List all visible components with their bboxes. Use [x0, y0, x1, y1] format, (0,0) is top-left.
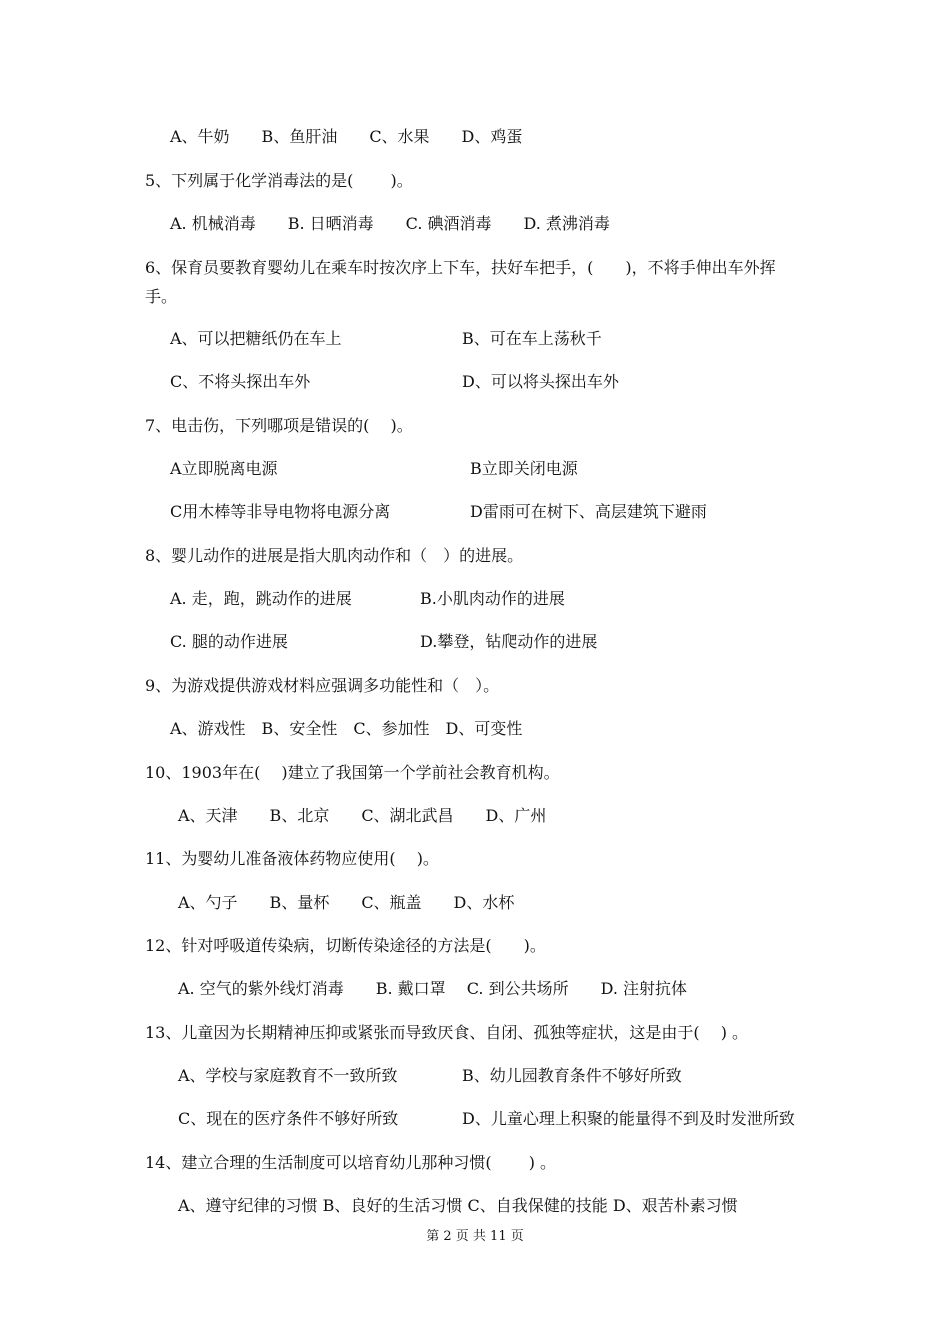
- question-8-option-d: D.攀登，钻爬动作的进展: [420, 632, 598, 651]
- question-13-option-d: D、儿童心理上积聚的能量得不到及时发泄所致: [462, 1109, 795, 1128]
- question-7-option-d: D雷雨可在树下、高层建筑下避雨: [470, 502, 707, 521]
- question-8-option-c: C. 腿的动作进展: [170, 632, 288, 651]
- question-6-line2: 手。: [145, 287, 178, 306]
- question-11-options: A、勺子 B、量杯 C、瓶盖 D、水杯: [178, 893, 515, 912]
- question-7: 7、电击伤，下列哪项是错误的( )。: [145, 416, 413, 435]
- question-8: 8、婴儿动作的进展是指大肌肉动作和（ ）的进展。: [145, 546, 524, 565]
- question-13-option-a: A、学校与家庭教育不一致所致: [178, 1066, 398, 1085]
- question-13-option-c: C、现在的医疗条件不够好所致: [178, 1109, 399, 1128]
- question-12: 12、针对呼吸道传染病，切断传染途径的方法是( )。: [145, 936, 546, 955]
- question-11: 11、为婴幼儿准备液体药物应使用( )。: [145, 849, 439, 868]
- question-12-options: A. 空气的紫外线灯消毒 B. 戴口罩 C. 到公共场所 D. 注射抗体: [178, 979, 688, 998]
- question-6-line1: 6、保育员要教育婴幼儿在乘车时按次序上下车，扶好车把手，( )，不将手伸出车外挥: [145, 258, 776, 277]
- question-8-option-a: A. 走，跑，跳动作的进展: [170, 589, 352, 608]
- question-7-option-a: A立即脱离电源: [170, 459, 278, 478]
- question-5: 5、下列属于化学消毒法的是( )。: [145, 171, 413, 190]
- question-7-option-c: C用木棒等非导电物将电源分离: [170, 502, 391, 521]
- page-footer: 第 2 页 共 11 页: [426, 1229, 524, 1244]
- question-14-options: A、遵守纪律的习惯 B、良好的生活习惯 C、自我保健的技能 D、艰苦朴素习惯: [178, 1196, 738, 1215]
- question-6-option-d: D、可以将头探出车外: [462, 372, 619, 391]
- question-7-option-b: B立即关闭电源: [470, 459, 578, 478]
- question-10: 10、1903年在( )建立了我国第一个学前社会教育机构。: [145, 763, 560, 782]
- question-6-option-c: C、不将头探出车外: [170, 372, 311, 391]
- question-10-options: A、天津 B、北京 C、湖北武昌 D、广州: [178, 806, 547, 825]
- question-6-option-a: A、可以把糖纸仍在车上: [170, 329, 342, 348]
- question-8-option-b: B.小肌肉动作的进展: [420, 589, 565, 608]
- question-13-option-b: B、幼儿园教育条件不够好所致: [462, 1066, 682, 1085]
- question-5-options: A. 机械消毒 B. 日晒消毒 C. 碘酒消毒 D. 煮沸消毒: [170, 214, 610, 233]
- q4-options: A、牛奶 B、鱼肝油 C、水果 D、鸡蛋: [170, 127, 523, 146]
- question-9-options: A、游戏性 B、安全性 C、参加性 D、可变性: [170, 719, 523, 738]
- question-14: 14、建立合理的生活制度可以培育幼儿那种习惯( ) 。: [145, 1153, 557, 1172]
- question-6-option-b: B、可在车上荡秋千: [462, 329, 602, 348]
- question-9: 9、为游戏提供游戏材料应强调多功能性和（ ）。: [145, 676, 500, 695]
- question-13: 13、儿童因为长期精神压抑或紧张而导致厌食、自闭、孤独等症状，这是由于( ) 。: [145, 1023, 749, 1042]
